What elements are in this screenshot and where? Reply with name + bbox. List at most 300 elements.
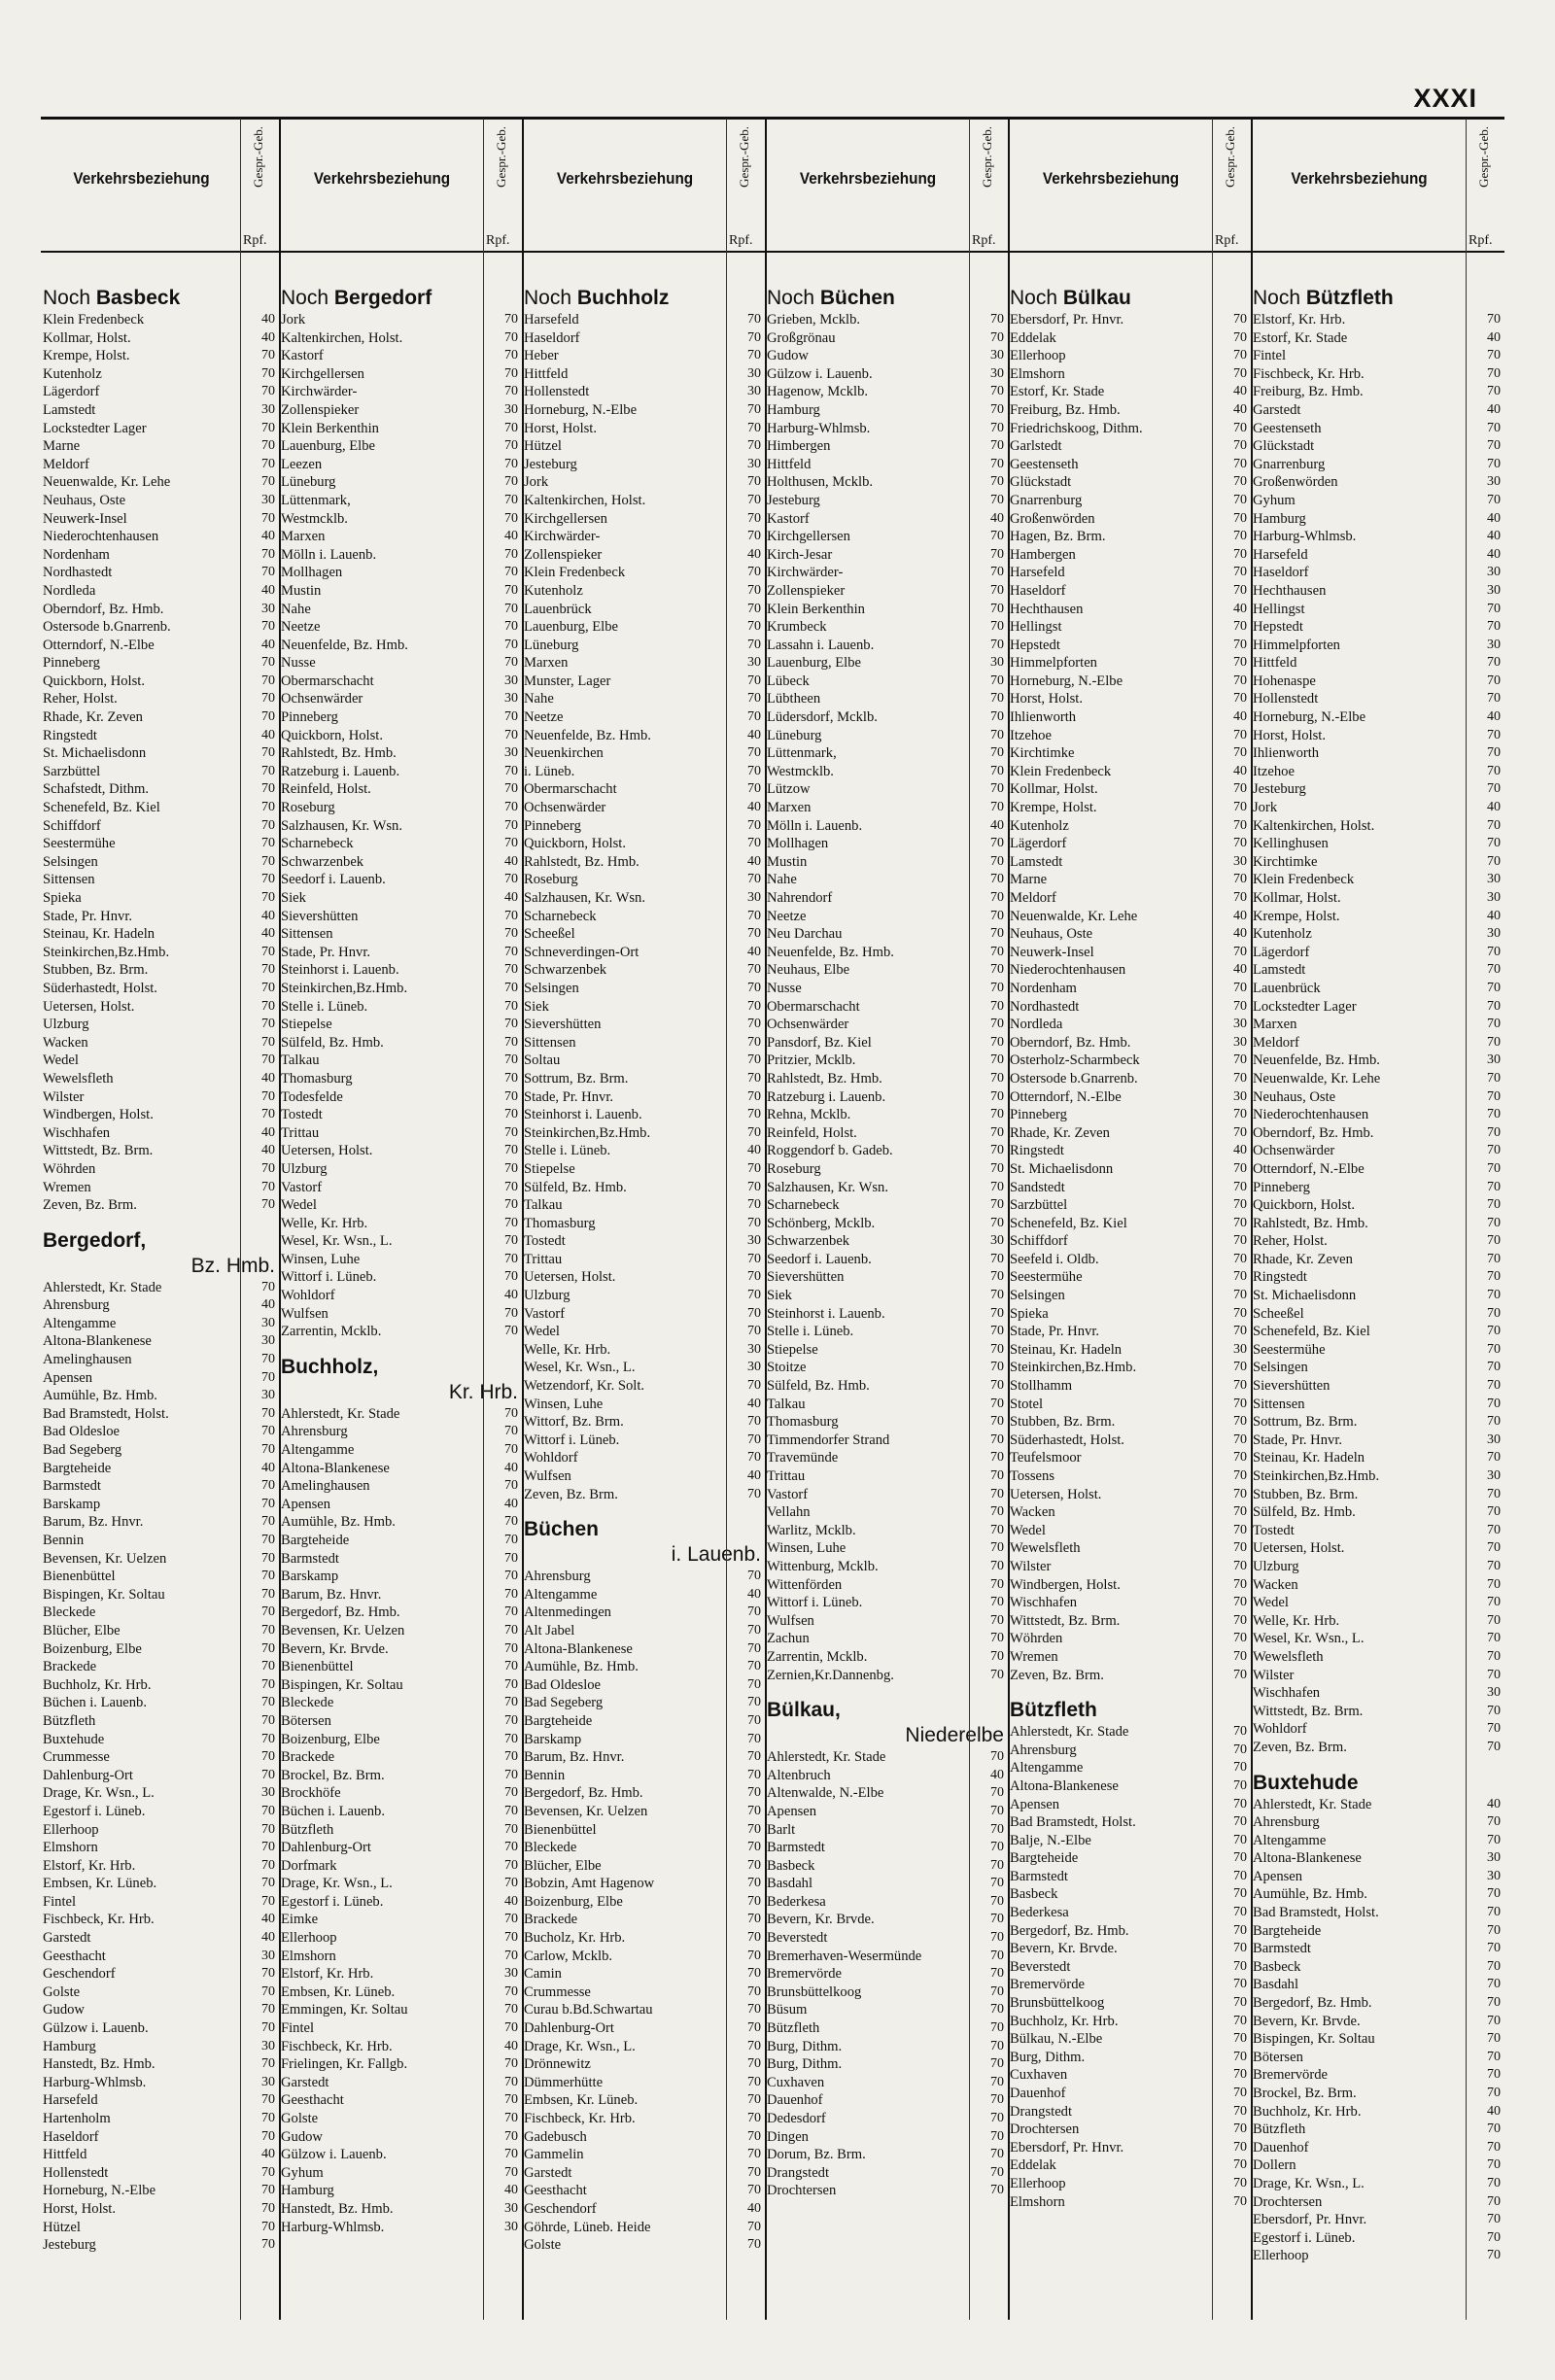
place-name	[767, 1413, 969, 1431]
fee-value: 70	[990, 1070, 1004, 1086]
place-name	[1253, 2175, 1466, 2193]
place-name	[43, 1179, 240, 1197]
place-name-text: St. Michaelisdonn	[1253, 1288, 1357, 1304]
fee-value: 70	[747, 1857, 761, 1873]
place-name-text: Kutenholz	[43, 365, 102, 382]
place-name	[524, 871, 726, 889]
directory-row	[1253, 601, 1501, 619]
fee-value: 70	[1233, 980, 1247, 995]
place-name-text: Lauenbrück	[1253, 980, 1321, 996]
section-title: Bülkau,	[767, 1699, 841, 1722]
fee-value: 70	[1487, 1378, 1501, 1394]
fee-value: 70	[1487, 655, 1501, 671]
place-name	[767, 2091, 969, 2110]
place-name-text: Rahlstedt, Bz. Hmb.	[524, 853, 639, 870]
fee-value: 70	[1487, 2212, 1501, 2227]
fee-value: 70	[261, 1966, 275, 1982]
place-name-text: Steinhorst i. Lauenb.	[281, 962, 399, 979]
place-name	[767, 383, 969, 401]
directory-row	[1253, 925, 1501, 944]
place-name	[43, 383, 240, 401]
fee-value: 70	[261, 1352, 275, 1367]
place-name	[1010, 1522, 1212, 1540]
place-name-text: Oberndorf, Bz. Hmb.	[43, 601, 164, 617]
place-name-text: Haseldorf	[1253, 565, 1309, 581]
fee-value: 70	[747, 908, 761, 923]
place-name	[43, 510, 240, 529]
fee-value: 70	[747, 1749, 761, 1765]
place-name-text: Sittensen	[524, 1034, 576, 1051]
place-name	[1010, 1486, 1212, 1504]
fee-value: 40	[504, 1893, 518, 1909]
place-name	[524, 799, 726, 817]
place-name-text: Wesel, Kr. Wsn., L.	[524, 1360, 636, 1376]
place-name	[281, 1287, 483, 1305]
fee-value: 30	[1487, 926, 1501, 942]
fee-value: 30	[504, 2200, 518, 2216]
fee-value: 70	[747, 1785, 761, 1801]
place-name-text: Bützfleth	[43, 1712, 96, 1729]
place-name	[1253, 925, 1466, 944]
place-name-text: Osterholz-Scharmbeck	[1010, 1052, 1140, 1069]
place-name	[281, 1767, 483, 1785]
fee-value: 70	[504, 1712, 518, 1728]
fee-value: 70	[504, 1017, 518, 1032]
place-name	[1253, 799, 1466, 817]
place-name	[43, 546, 240, 565]
place-name	[524, 1413, 726, 1431]
directory-row	[1253, 1160, 1501, 1179]
place-name-text: Neuenfelde, Bz. Hmb.	[281, 637, 408, 653]
fee-value: 40	[747, 1396, 761, 1411]
place-name	[767, 564, 969, 582]
place-name-text: Aumühle, Bz. Hmb.	[43, 1388, 157, 1404]
place-name	[281, 1070, 483, 1088]
place-name	[43, 1315, 240, 1333]
place-name	[524, 1767, 726, 1785]
fee-value: 70	[747, 1695, 761, 1710]
fee-value: 40	[261, 582, 275, 598]
fee-value: 70	[1487, 1251, 1501, 1266]
place-name-text: Neu Darchau	[767, 926, 843, 943]
section-heading	[1253, 286, 1501, 311]
place-name-text: Uetersen, Holst.	[524, 1269, 616, 1286]
directory-row	[1253, 1413, 1501, 1431]
directory-row	[1253, 780, 1501, 799]
directory-row	[1253, 1215, 1501, 1233]
place-name	[281, 2164, 483, 2183]
fee-value: 40	[1233, 401, 1247, 417]
place-name-text: Burg, Dithm.	[1010, 2049, 1086, 2065]
place-name-text: Bargteheide	[1253, 1922, 1322, 1939]
place-name-text: Kollmar, Holst.	[1010, 781, 1098, 798]
place-name-text: Bienenbüttel	[43, 1569, 116, 1585]
fee-value: 70	[990, 565, 1004, 580]
place-name-text: Elstorf, Kr. Hrb.	[1253, 312, 1346, 328]
place-name	[281, 673, 483, 691]
place-name	[1253, 835, 1466, 853]
place-name-text: Fischbeck, Kr. Hrb.	[1253, 365, 1365, 382]
place-name-text: Dahlenburg-Ort	[43, 1767, 133, 1783]
fee-value: 70	[1233, 745, 1247, 761]
place-name	[1010, 708, 1212, 727]
place-name	[43, 744, 240, 763]
place-name-text: Harburg-Whlmsb.	[767, 420, 871, 436]
place-name	[1010, 1885, 1212, 1904]
place-name-text: Stelle i. Lüneb.	[281, 998, 368, 1015]
place-name	[1253, 1016, 1466, 1034]
fee-value: 70	[747, 312, 761, 327]
fee-value: 70	[1233, 1251, 1247, 1266]
fee-value: 40	[747, 727, 761, 742]
place-name-text: Ostersode b.Gnarrenb.	[1010, 1070, 1138, 1087]
place-name	[524, 473, 726, 492]
fee-value: 70	[1487, 1396, 1501, 1411]
place-name	[43, 1124, 240, 1143]
fee-value: 70	[504, 384, 518, 399]
place-name-text: Klein Fredenbeck	[1010, 763, 1112, 779]
fee-value: 70	[747, 1305, 761, 1321]
place-name	[281, 799, 483, 817]
place-name-text: Harsefeld	[524, 312, 579, 328]
place-name-text: Warlitz, Mcklb.	[767, 1522, 856, 1538]
place-name-text: Boizenburg, Elbe	[524, 1893, 623, 1910]
place-name-text: Itzehoe	[1253, 763, 1295, 779]
place-name	[1010, 2066, 1212, 2085]
place-name	[767, 2074, 969, 2092]
place-name	[1253, 2211, 1466, 2229]
fee-value: 70	[261, 1442, 275, 1458]
place-name-text: Estorf, Kr. Stade	[1253, 329, 1348, 346]
header-unit: Rpf.	[972, 233, 996, 248]
place-name-text: Rehna, Mcklb.	[767, 1107, 851, 1123]
directory-row	[1253, 1558, 1501, 1576]
fee-value: 30	[1487, 474, 1501, 490]
fee-value: 70	[261, 2002, 275, 2018]
place-name	[1010, 1016, 1212, 1034]
place-name	[524, 1088, 726, 1107]
place-name-text: Heber	[524, 348, 559, 364]
fee-value: 70	[747, 1803, 761, 1818]
place-name	[524, 1179, 726, 1197]
place-name	[43, 1279, 240, 1297]
fee-value: 70	[1487, 1034, 1501, 1050]
place-name-text: Wischhafen	[1253, 1685, 1321, 1702]
fee-value: 70	[747, 1840, 761, 1855]
place-name-text: Fischbeck, Kr. Hrb.	[524, 2111, 636, 2126]
place-name	[1010, 1449, 1212, 1467]
place-name-text: Barskamp	[43, 1496, 101, 1512]
fee-value: 70	[1487, 312, 1501, 327]
place-name	[524, 582, 726, 601]
place-name-text: Winsen, Luhe	[524, 1396, 604, 1412]
place-name	[43, 1911, 240, 1929]
place-name-text: Hartenholm	[43, 2111, 111, 2126]
place-name	[1010, 2013, 1212, 2031]
place-name-text: Wesel, Kr. Wsn., L.	[281, 1233, 393, 1250]
place-name-text: Egestorf i. Lüneb.	[281, 1893, 384, 1910]
place-name-text: Grieben, Mcklb.	[767, 312, 861, 328]
directory-row	[1253, 1522, 1501, 1540]
fee-value: 70	[1233, 1486, 1247, 1501]
place-name	[43, 2200, 240, 2219]
fee-value: 70	[1233, 348, 1247, 363]
place-name	[524, 1784, 726, 1803]
place-name-text: Hützel	[524, 438, 562, 455]
place-name	[767, 2038, 969, 2056]
place-name-text: Lockstedter Lager	[43, 420, 147, 436]
fee-value: 70	[747, 962, 761, 978]
fee-value: 70	[1487, 601, 1501, 616]
place-name	[1253, 1813, 1466, 1832]
place-name-text: Neuhaus, Oste	[1010, 926, 1093, 943]
place-name	[281, 1983, 483, 2002]
place-name-text: Zeven, Bz. Brm.	[1253, 1739, 1347, 1755]
place-name	[43, 1767, 240, 1785]
place-name	[524, 1431, 726, 1450]
place-name-text: Neuenfelde, Bz. Hmb.	[767, 944, 894, 960]
place-name	[524, 998, 726, 1017]
place-name	[43, 2128, 240, 2147]
fee-value: 70	[747, 1160, 761, 1176]
place-name	[1253, 1539, 1466, 1558]
place-name-text: Rahlstedt, Bz. Hmb.	[767, 1070, 882, 1087]
place-name-text: Wedel	[1010, 1522, 1046, 1538]
place-name	[524, 546, 726, 565]
fee-value: 70	[1233, 890, 1247, 905]
place-name	[524, 889, 726, 908]
fee-value: 40	[261, 908, 275, 923]
fee-value: 70	[990, 1269, 1004, 1285]
place-name-text: Wilster	[43, 1088, 85, 1105]
fee-value: 70	[1487, 2067, 1501, 2083]
place-name	[43, 1948, 240, 1966]
place-name-text: Trittau	[524, 1251, 563, 1267]
place-name	[281, 1694, 483, 1712]
place-name	[524, 708, 726, 727]
place-name-text: Hollenstedt	[1253, 691, 1319, 707]
place-name-text: Wulfsen	[767, 1612, 814, 1629]
place-name	[281, 980, 483, 998]
place-name-text: Seestermühe	[1010, 1269, 1083, 1286]
place-name	[524, 908, 726, 926]
directory-row	[1253, 2211, 1501, 2229]
fee-value: 70	[1487, 1360, 1501, 1375]
place-name	[524, 2164, 726, 2183]
place-name	[524, 1712, 726, 1731]
place-name	[43, 1658, 240, 1676]
fee-value: 30	[1487, 1850, 1501, 1866]
place-name-text: Kirchtimke	[1010, 745, 1075, 762]
place-name-text: Bargteheide	[1010, 1850, 1079, 1867]
place-name	[1010, 1413, 1212, 1431]
place-name	[767, 1839, 969, 1857]
place-name-text: Elstorf, Kr. Hrb.	[281, 1966, 374, 1983]
place-name-text: Selsingen	[1010, 1288, 1065, 1304]
place-name-text: Meldorf	[43, 456, 89, 472]
fee-value: 70	[504, 1233, 518, 1249]
fee-value: 70	[261, 2092, 275, 2108]
place-name-text: Wöhrden	[1010, 1631, 1063, 1647]
directory-row	[1253, 383, 1501, 401]
place-name-text: Seestermühe	[1253, 1341, 1326, 1358]
place-name-text: Stade, Pr. Hnvr.	[1010, 1324, 1100, 1340]
directory-row	[1253, 944, 1501, 962]
place-name	[281, 1731, 483, 1749]
fee-value: 70	[747, 2128, 761, 2144]
place-name	[1253, 744, 1466, 763]
place-name-text: Zollenspieker	[524, 546, 603, 563]
place-name	[1010, 1431, 1212, 1450]
fee-value: 70	[261, 1749, 275, 1765]
place-name-text: Stade, Pr. Hnvr.	[281, 944, 371, 960]
place-name-text: Nahrendorf	[767, 890, 833, 906]
place-name-text: Apensen	[43, 1369, 93, 1386]
place-name-text: Bienenbüttel	[281, 1659, 354, 1675]
place-name-text: Westmcklb.	[767, 763, 834, 779]
fee-value: 70	[261, 1034, 275, 1050]
place-name	[43, 2091, 240, 2110]
place-name	[524, 1911, 726, 1929]
fee-value: 70	[261, 1279, 275, 1294]
place-name-text: Bucholz, Kr. Hrb.	[524, 1930, 626, 1947]
fee-value: 70	[1233, 1631, 1247, 1646]
place-name	[1253, 654, 1466, 673]
fee-value: 70	[747, 1269, 761, 1285]
directory-row	[1253, 1885, 1501, 1904]
place-name-text: Stoitze	[767, 1360, 807, 1376]
directory-row	[1253, 1196, 1501, 1215]
place-name	[1010, 727, 1212, 745]
place-name-text: Ahrensburg	[281, 1424, 348, 1440]
place-name	[767, 1052, 969, 1070]
fee-value: 70	[990, 546, 1004, 562]
fee-value: 70	[747, 2147, 761, 2162]
place-name-text: Kirchtimke	[1253, 853, 1318, 870]
place-name-text: Bevern, Kr. Brvde.	[1253, 2013, 1361, 2029]
place-name-text: Basbeck	[1010, 1886, 1058, 1903]
place-name	[524, 1875, 726, 1893]
place-name-text: Boizenburg, Elbe	[281, 1731, 380, 1747]
place-name-text: Otterndorf, N.-Elbe	[1253, 1160, 1365, 1177]
fee-value: 70	[1487, 348, 1501, 363]
place-name	[524, 456, 726, 474]
section-title: Basbeck	[95, 287, 181, 309]
place-name-text: Krempe, Holst.	[1010, 800, 1097, 816]
fee-value: 70	[990, 1450, 1004, 1466]
directory-row	[1253, 998, 1501, 1017]
place-name	[524, 1106, 726, 1124]
place-name-text: Kirch-Jesar	[767, 546, 833, 563]
place-name-text: Selsingen	[43, 853, 98, 870]
place-name	[281, 1532, 483, 1550]
section-title: Buxtehude	[1253, 1771, 1359, 1794]
place-name	[281, 744, 483, 763]
place-name	[1010, 437, 1212, 456]
place-name	[767, 817, 969, 836]
fee-value: 70	[747, 1893, 761, 1909]
fee-value: 70	[990, 1360, 1004, 1375]
place-name	[1010, 799, 1212, 817]
directory-row	[1253, 1305, 1501, 1324]
fee-value: 70	[504, 817, 518, 833]
place-name	[43, 1351, 240, 1369]
place-name-text: Neuenfelde, Bz. Hmb.	[1253, 1052, 1380, 1069]
place-name-text: Haseldorf	[524, 329, 580, 346]
fee-value: 70	[261, 691, 275, 707]
fee-value: 70	[1233, 312, 1247, 327]
directory-row	[1253, 1431, 1501, 1450]
place-name	[281, 2019, 483, 2038]
fee-value: 30	[1487, 1431, 1501, 1447]
place-name-text: Talkau	[767, 1396, 806, 1412]
directory-row	[1253, 2103, 1501, 2121]
directory-row	[1253, 1994, 1501, 2013]
fee-value: 30	[1487, 565, 1501, 580]
place-name-text: Roggendorf b. Gadeb.	[767, 1143, 893, 1159]
fee-value: 40	[261, 1070, 275, 1086]
directory-row	[1253, 1813, 1501, 1832]
place-name-text: Neuenwalde, Kr. Lehe	[1253, 1070, 1381, 1087]
place-name	[1253, 1323, 1466, 1341]
place-name	[43, 1088, 240, 1107]
fee-value: 70	[990, 529, 1004, 544]
fee-value: 70	[504, 2111, 518, 2125]
place-name-text: Hepstedt	[1253, 619, 1303, 636]
place-name-text: Scheeßel	[524, 926, 575, 943]
place-name-text: Nordleda	[43, 582, 96, 599]
place-name-text: Pritzier, Mcklb.	[767, 1052, 856, 1069]
fee-value: 70	[1487, 2031, 1501, 2047]
fee-value: 70	[261, 1550, 275, 1566]
place-name	[43, 2019, 240, 2038]
place-name-text: Drage, Kr. Wsn., L.	[524, 2038, 636, 2054]
place-name	[524, 1305, 726, 1324]
place-name-text: Sandstedt	[1010, 1179, 1065, 1195]
fee-value: 70	[1487, 1124, 1501, 1140]
fee-value: 40	[261, 727, 275, 742]
fee-value: 70	[504, 456, 518, 471]
fee-value: 70	[261, 565, 275, 580]
directory-row	[1253, 2085, 1501, 2103]
place-name	[524, 1449, 726, 1467]
place-name	[281, 961, 483, 980]
place-name-text: Niederochtenhausen	[1010, 962, 1126, 979]
place-name	[1253, 2049, 1466, 2067]
fee-value: 70	[1487, 420, 1501, 435]
fee-value: 70	[1233, 619, 1247, 635]
place-name-text: Basbeck	[767, 1857, 815, 1874]
fee-value: 70	[261, 1695, 275, 1710]
fee-value: 40	[1487, 401, 1501, 417]
place-name	[43, 1965, 240, 1983]
place-name-text: Gülzow i. Lauenb.	[281, 2147, 387, 2163]
place-name-text: Apensen	[767, 1803, 817, 1819]
place-name-text: Lockstedter Lager	[1253, 998, 1357, 1015]
place-name-text: Gudow	[767, 348, 809, 364]
fee-value: 40	[261, 926, 275, 942]
place-name	[1253, 2121, 1466, 2139]
header-fee-cell	[969, 119, 1005, 251]
directory-row	[1253, 908, 1501, 926]
fee-value: 70	[990, 1378, 1004, 1394]
fee-value: 70	[504, 2074, 518, 2089]
place-name	[524, 564, 726, 582]
fee-value: 70	[747, 420, 761, 435]
place-name	[1010, 1576, 1212, 1595]
header-fee-cell	[726, 119, 762, 251]
fee-value: 70	[990, 2056, 1004, 2072]
